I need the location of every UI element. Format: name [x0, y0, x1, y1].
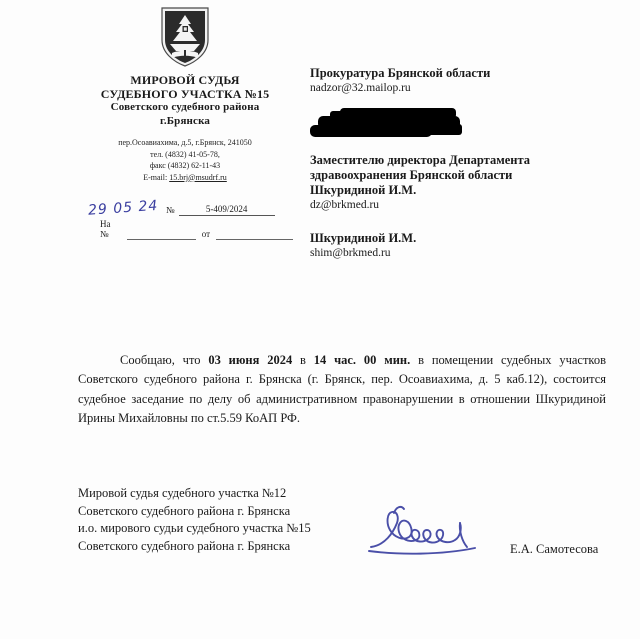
addressee-2-name-line-2: здравоохранения Брянской области — [310, 168, 513, 182]
signature-block — [78, 485, 608, 565]
addressee-2-name-line-3: Шкуридиной И.М. — [310, 183, 417, 197]
handwritten-date: 29 05 24 — [87, 197, 159, 219]
body-middle: в — [292, 352, 314, 367]
email-line — [78, 172, 292, 184]
handwritten-signature-icon — [363, 501, 513, 559]
address-line: пер.Осоавиахима, д.5, г.Брянск, 241050 — [118, 138, 252, 147]
redaction-stroke-4 — [406, 124, 462, 135]
org-title-line-3: Советского судебного района — [110, 101, 260, 113]
reference-block — [88, 196, 293, 240]
contact-details — [78, 137, 292, 183]
hearing-time: 14 час. 00 мин. — [313, 352, 411, 367]
email-link[interactable]: 15.brj@msudrf.ru — [169, 172, 227, 182]
org-title-line-1: МИРОВОЙ СУДЬЯ — [130, 73, 240, 87]
redaction-stroke-5 — [330, 111, 370, 120]
phone-line: тел. (4832) 41-05-78, — [150, 149, 220, 159]
org-title-line-4: г.Брянска — [159, 114, 211, 127]
fax-line: факс (4832) 62-11-43 — [149, 161, 221, 170]
reply-from-blank — [216, 228, 293, 240]
addressee-1 — [310, 66, 610, 96]
reply-from-label: от — [201, 229, 211, 239]
addressee-2 — [310, 153, 610, 213]
hearing-date: 03 июня 2024 — [208, 352, 293, 367]
addressee-spacer — [310, 217, 610, 231]
addressee-3 — [310, 231, 610, 261]
email-label: E-mail: — [143, 172, 168, 182]
addressee-1-email[interactable]: nadzor@32.mailop.ru — [310, 82, 411, 94]
signer-position-line-2: Советского судебного района г. Брянска — [78, 503, 291, 518]
org-title-line-2: СУДЕБНОГО УЧАСТКА №15 — [100, 86, 270, 101]
redaction-block — [310, 108, 462, 139]
reference-number-row — [87, 196, 293, 219]
reply-reference-row — [88, 220, 293, 240]
bryansk-coat-of-arms-icon — [158, 6, 212, 68]
signer-position-line-4: Советского судебного района г. Брянска — [78, 538, 291, 553]
body-rest: в помещении судебных участков Советского судебного района г. Брянска (г. Брянск, пер. Осоавиахима, д. 5 каб.12), состоится судебное заседание по делу об административном правонарушении в отношении Шкуридиной Ирины Михайловны по ст.5.59 КоАП РФ. — [78, 352, 606, 425]
signer-position-line-3: и.о. мирового судьи судебного участка №15 — [78, 521, 311, 535]
signer-name: Е.А. Самотесова — [510, 542, 599, 556]
addressee-2-email[interactable]: dz@brkmed.ru — [310, 199, 380, 211]
signer-position-line-1: Мировой судья судебного участка №12 — [78, 486, 287, 500]
reply-to-blank — [127, 228, 196, 240]
addressee-3-name: Шкуридиной И.М. — [310, 231, 417, 245]
addressee-block — [310, 66, 610, 265]
organization-title — [78, 74, 292, 128]
reply-to-label: На № — [100, 219, 111, 239]
letterhead — [78, 6, 292, 183]
addressee-1-name: Прокуратура Брянской области — [310, 66, 491, 80]
addressee-2-name-line-1: Заместителю директора Департамента — [310, 153, 531, 167]
number-symbol: № — [166, 205, 175, 215]
body-intro: Сообщаю, что — [120, 352, 209, 367]
reference-number-value: 5-409/2024 — [179, 204, 275, 216]
body-paragraph — [78, 351, 606, 429]
addressee-3-email[interactable]: shim@brkmed.ru — [310, 247, 391, 259]
